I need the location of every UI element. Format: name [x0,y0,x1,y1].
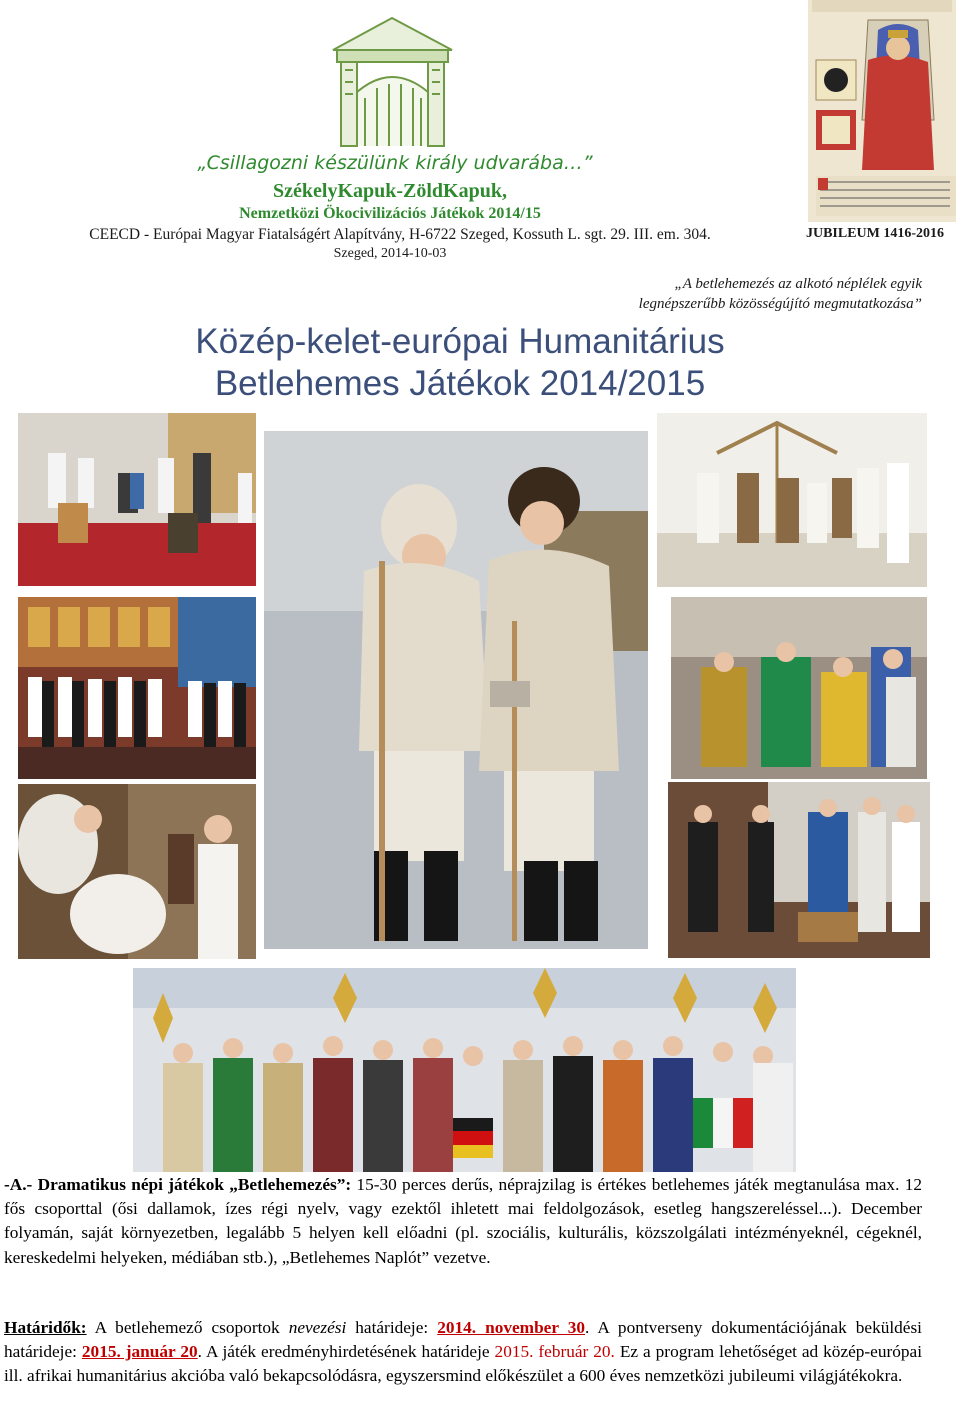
deadlines-label: Határidők: [4,1318,87,1337]
quote [540,274,922,314]
photo-angels-violin [18,784,256,959]
page-title-line-2: Betlehemes Játékok 2014/2015 [214,364,706,403]
photo-nativity-play [668,782,930,958]
deadline-results-date: 2015. február 20. [494,1342,615,1362]
deadline-documentation-date: 2015. január 20 [81,1342,198,1362]
photo-kings-costumes [671,597,927,779]
deadlines-text-1: A betlehemező csoportok [86,1318,289,1337]
photo-group-parliament [133,968,796,1172]
gate-logo [325,10,460,150]
photo-dance-circle [657,413,927,587]
quote-line-1: „A betlehemezés az alkotó néplélek egyik [674,276,922,292]
paragraph-dramatic-games [4,1173,922,1270]
motto: „Csillagozni készülünk király udvarába…” [197,152,593,174]
deadlines-text-nevezesi: nevezési [288,1318,347,1337]
photo-shepherds-main [264,431,648,949]
games-line: Nemzetközi Ökocivilizációs Játékok 2014/15 [239,205,541,222]
address: CEECD - Európai Magyar Fiatalságért Alapítvány, H-6722 Szeged, Kossuth L. sgt. 29. III. em. 304. [89,226,711,243]
deadlines-text-3: . A pontverseny dokumentációjának beküldési határideje: [4,1318,922,1362]
quote-line-2: legnépszerűbb közösségújító megmutatkozása” [638,296,922,312]
deadlines-text-4: . A játék eredményhirdetésének határideje [197,1342,495,1362]
page-title-line-1: Közép-kelet-európai Humanitárius [195,322,725,361]
paragraph-1-text: 15-30 perces derűs, néprajzilag is értékes betlehemes játék megtanulása max. 12 fős csoporttal (ősi dallamok, ízes régi nyelv, vagy ezektől ihletett mai feldolgozások, esetleg hangszereléssel...). December folyamán, saját környezetben, legalább 5 helyen kell előadni (pl. szociális, kulturális, közszolgálati intézményeknél, cégeknél, kereskedelmi helyeken, médiában stb.), „Betlehemes Naplót” vezetve. [4,1175,922,1267]
photo-choir-church [18,597,256,779]
org-name: SzékelyKapuk-ZöldKapuk, [273,180,507,202]
jubileum-label: JUBILEUM 1416-2016 [805,226,945,241]
deadlines-text-5: Ez a program lehetőséget ad közép-európai ill. afrikai humanitárius akcióba való bekapcsolódásra, egyszersmind előkészület a 600 éves nemzetközi jubileumi világjátékokra. [4,1342,923,1386]
deadlines-text-2: határideje: [346,1318,438,1337]
paragraph-1-heading: -A.- Dramatikus népi játékok „Betlehemezés”: [4,1175,352,1194]
photo-church-nativity [18,413,256,586]
date: Szeged, 2014-10-03 [333,246,447,261]
deadline-entry-date: 2014. november 30 [437,1318,586,1337]
jubileum-illustration [808,0,956,222]
paragraph-deadlines [4,1316,922,1389]
